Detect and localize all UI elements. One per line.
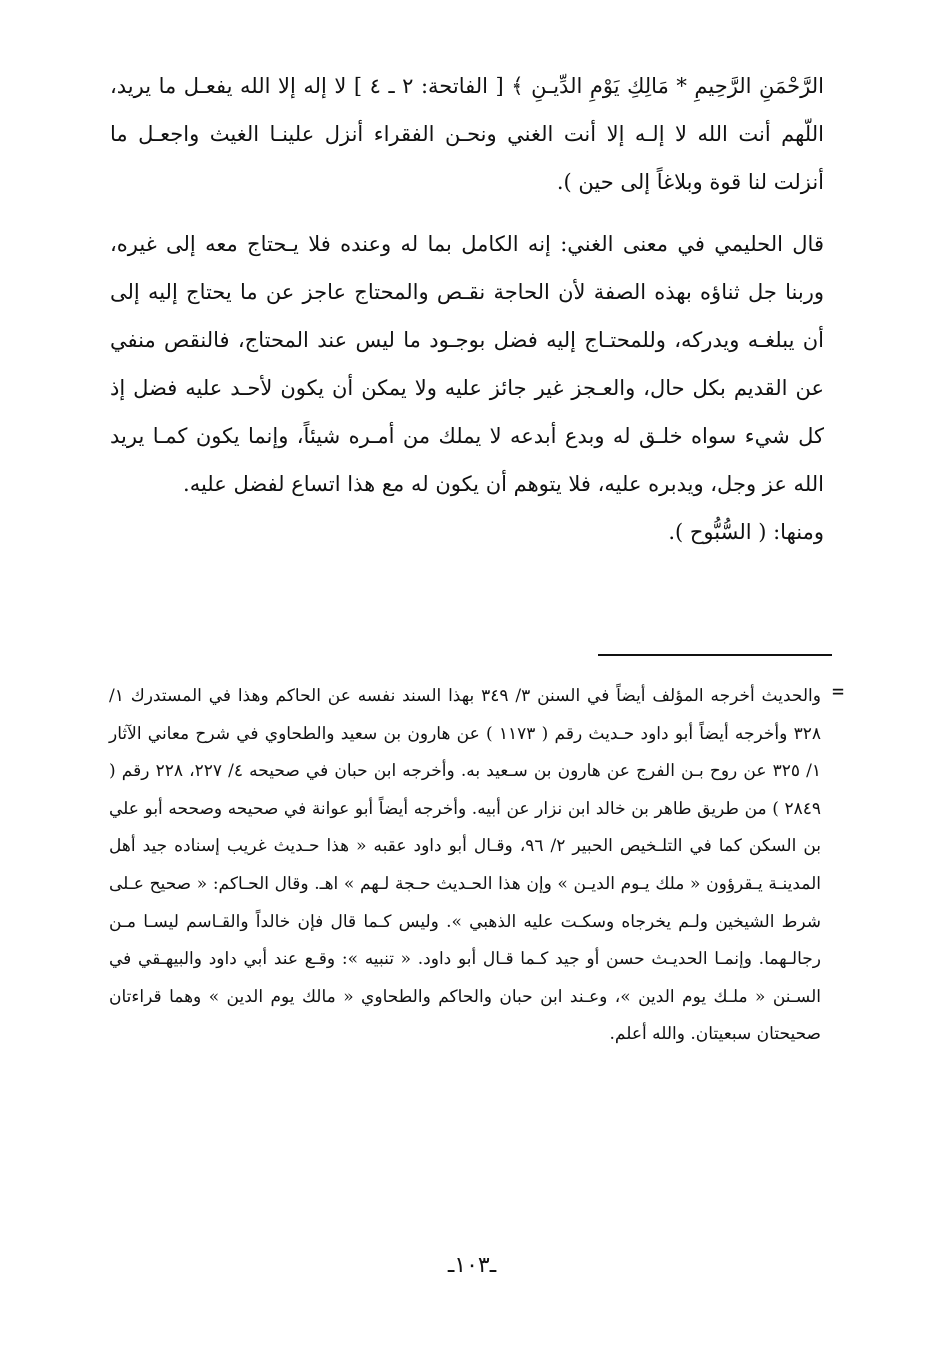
footnote-continuation-mark: = [831, 679, 844, 703]
main-paragraph-3: ومنها: ( السُّبُّوح ). [668, 520, 824, 544]
footnote-separator [598, 654, 832, 656]
page-number: ـ١٠٣ـ [447, 1253, 497, 1278]
main-text-block [110, 62, 824, 556]
footnote-block [109, 678, 821, 1054]
main-paragraph-1: الرَّحْمَنِ الرَّحِيمِ * مَالِكِ يَوْمِ الدِّيـنِ ﴾ [ الفاتحة: ٢ ـ ٤ ] لا إله إلا الله يفعـل ما يريد، اللّهم أنت الله لا إلـه إلا أنت الغني ونحـن الفقراء أنزل علينـا الغيث واجعـل ما أنزلت لنا قوة وبلاغاً إلى حين ). [110, 74, 824, 194]
footnote-text: والحديث أخرجه المؤلف أيضاً في السنن ٣/ ٣٤٩ بهذا السند نفسه عن الحاكم وهذا في المستدرك ١/ ٣٢٨ وأخرجه أيضاً أبو داود حـديث رقم ( ١١٧٣ ) عن هارون بن سعيد والطحاوي في شرح معاني الآثار ١/ ٣٢٥ عن روح بـن الفرج عن هارون بن سـعيد به. وأخرجه ابن حبان في صحيحه ٤/ ٢٢٧، ٢٢٨ رقم ( ٢٨٤٩ ) من طريق طاهر بن خالد ابن نزار عن أبيه. وأخرجه أيضاً أبو عوانة في صحيحه وصححه أبو علي بن السكن كما في التلـخيص الحبير ٢/ ٩٦، وقـال أبو داود عقبه « هذا حـديث غريب إسناده جيد أهل المدينـة يـقرؤون « ملك يـوم الديـن » وإن هذا الحـديث حـجة لـهم » اهـ. وقال الحـاكم: « صحيح عـلى شرط الشيخين ولـم يخرجاه وسكـت عليه الذهبي ». وليس كـما قال فإن خالداً والقـاسم ليسـا مـن رجالـهما. وإنمـا الحديـث حسن أو جيد كـما قـال أبو داود. « تنبيه »: وقـع عند أبي داود والبيهـقي في السـنن « ملـك يوم الدين »، وعـند ابن حبان والحاكم والطحاوي « مالك يوم الدين » وهما قراءتان صحيحتان سبعيتان. والله أعلم. [109, 686, 822, 1045]
main-paragraph-2: قال الحليمي في معنى الغني: إنه الكامل بما له وعنده فلا يـحتاج معه إلى غيره، وربنا جل ثناؤه بهذه الصفة لأن الحاجة نقـص والمحتاج عاجز عن ما يحتاج إليه إلى أن يبلغـه ويدركه، وللمحتـاج إليه فضل بوجـود ما ليس عند المحتاج، فالنقص منفي عن القديم بكل حال، والعـجز غير جائز عليه ولا يمكن أن يكون لأحـد عليه فضل إذ كل شيء سواه خلـق له وبدع أبدعه لا يملك من أمـره شيئاً، وإنما يكون كمـا يريد الله عز وجل، ويدبره عليه، فلا يتوهم أن يكون له مع هذا اتساع لفضل عليه. [110, 232, 824, 496]
